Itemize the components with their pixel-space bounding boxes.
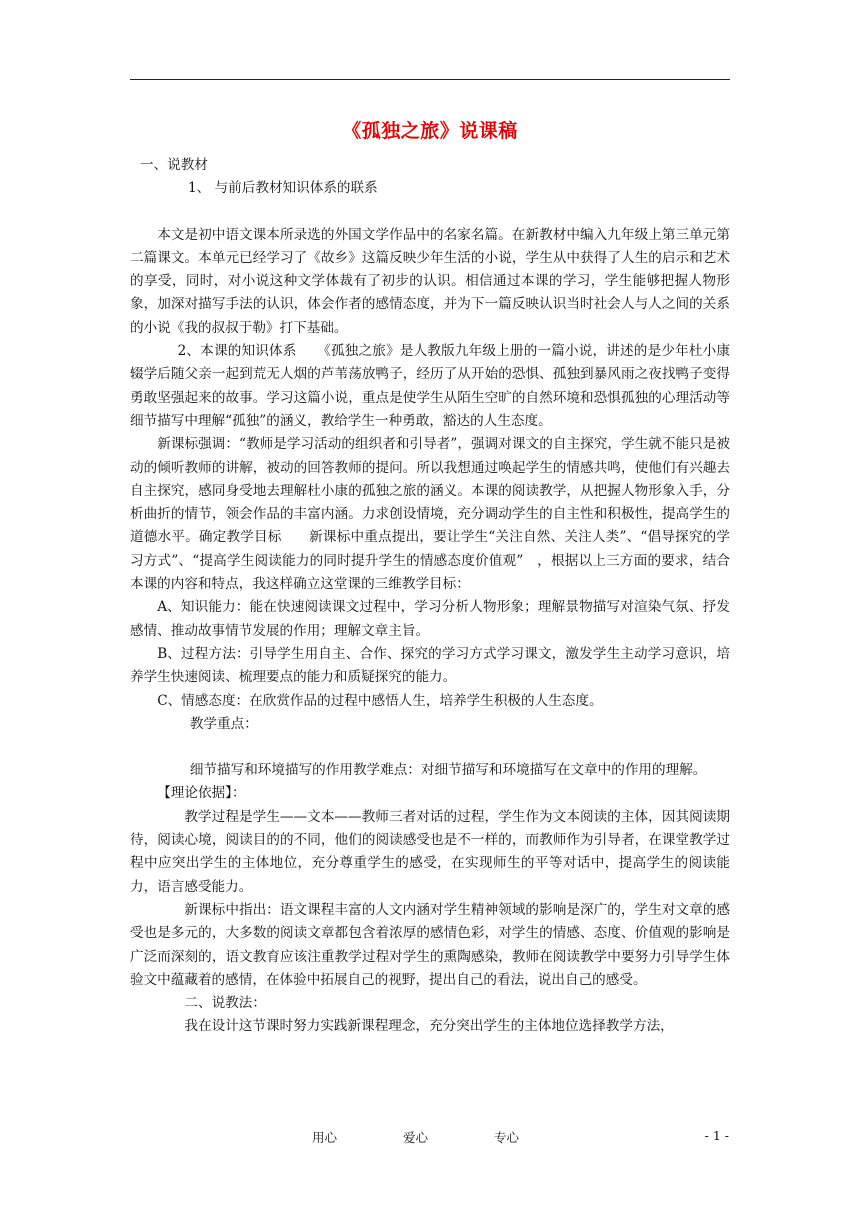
spacer: [130, 736, 730, 759]
objective-c: C、情感态度：在欣赏作品的过程中感悟人生，培养学生积极的人生态度。: [157, 692, 603, 709]
subheading-1: 1、 与前后教材知识体系的联系: [188, 180, 378, 197]
teaching-focus-label: 教学重点：: [189, 715, 258, 732]
footer-item: 爱心: [403, 1130, 429, 1145]
footer-item: 专心: [494, 1130, 520, 1145]
paragraph: 新课标中指出：语文课程丰富的人文内涵对学生精神领域的影响是深广的，学生对文章的感受也是多元的，大多数的阅读文章都包含着浓厚的感情色彩，对学生的情感、态度、价值观的影响是广泛而深刻的，语文教育应该注重教学过程对学生的熏陶感染，教师在阅读教学中要努力引导学生体验文中蕴藏着的感情，在体验中拓展自己的视野，提出自己的看法，说出自己的感受。: [130, 901, 730, 988]
paragraph: 我在设计这节课时努力实践新课程理念，充分突出学生的主体地位选择教学方法，: [184, 1018, 674, 1035]
header-rule: [130, 79, 730, 80]
page-number: - 1 -: [704, 1128, 729, 1143]
theory-heading: 【理论依据】：: [157, 785, 246, 802]
document-title: 《孤独之旅》说课稿: [342, 120, 518, 142]
document-body: [130, 148, 730, 1039]
paragraph: 教学过程是学生——文本——教师三者对话的过程，学生作为文本阅读的主体，因其阅读期待，阅读心境，阅读目的的不同，他们的阅读感受也是不一样的，而教师作为引导者，在课堂教学过程中应突出学生的主体地位，充分尊重学生的感受，在实现师生的平等对话中，提高学生的阅读能力，语言感受能力。: [130, 808, 730, 895]
paragraph: 本文是初中语文课本所录选的外国文学作品中的名家名篇。在新教材中编入九年级上第三单元第二篇课文。本单元已经学习了《故乡》这篇反映少年生活的小说，学生从中获得了人生的启示和艺术的享受，同时，对小说这种文学体裁有了初步的认识。相信通过本课的学习，学生能够把握人物形象，加深对描写手法的认识，体会作者的感情态度，并为下一篇反映认识当时社会人与人之间的关系的小说《我的叔叔于勒》打下基础。: [130, 226, 730, 336]
paragraph: 新课标强调：“教师是学习活动的组织者和引导者”，强调对课文的自主探究，学生就不能只是被动的倾听教师的讲解，被动的回答教师的提问。所以我想通过唤起学生的情感共鸣，使他们有兴趣去自主探究，感同身受地去理解杜小康的孤独之旅的涵义。本课的阅读教学，从把握人物形象入手，分析曲折的情节，领会作品的丰富内涵。力求创设情境，充分调动学生的自主性和积极性，提高学生的道德水平。确定教学目标 新课标中重点提出，要让学生“关注自然、关注人类”、“倡导探究的学习方式”、“提高学生阅读能力的同时提升学生的情感态度价值观” ，根据以上三方面的要求，结合本课的内容和特点，我这样确立这堂课的三维教学目标：: [130, 436, 730, 593]
footer-motto: [312, 1128, 581, 1146]
section-heading-2: 二、说教法：: [184, 995, 266, 1012]
section-heading-1: 一、说教材: [140, 157, 208, 173]
paragraph: 细节描写和环境描写的作用教学难点：对细节描写和环境描写在文章中的作用的理解。: [189, 762, 707, 779]
page-footer: [0, 1128, 860, 1148]
paragraph: 2、本课的知识体系 《孤独之旅》是人教版九年级上册的一篇小说，讲述的是少年杜小康辍学后随父亲一起到荒无人烟的芦苇荡放鸭子，经历了从开始的恐惧、孤独到暴风雨之夜找鸭子变得勇敢坚强起来的故事。学习这篇小说，重点是使学生从陌生空旷的自然环境和恐惧孤独的心理活动等细节描写中理解“孤独”的涵义，教给学生一种勇敢，豁达的人生态度。: [130, 343, 730, 429]
spacer: [130, 201, 730, 224]
footer-item: 用心: [312, 1130, 338, 1145]
objective-b: B、过程方法：引导学生用自主、合作、探究的学习方式学习课文，激发学生主动学习意识，培养学生快速阅读、梳理要点的能力和质疑探究的能力。: [130, 645, 730, 686]
objective-a: A、知识能力：能在快速阅读课文过程中，学习分析人物形象；理解景物描写对渲染气氛、抒发感情、推动故事情节发展的作用；理解文章主旨。: [130, 599, 730, 639]
